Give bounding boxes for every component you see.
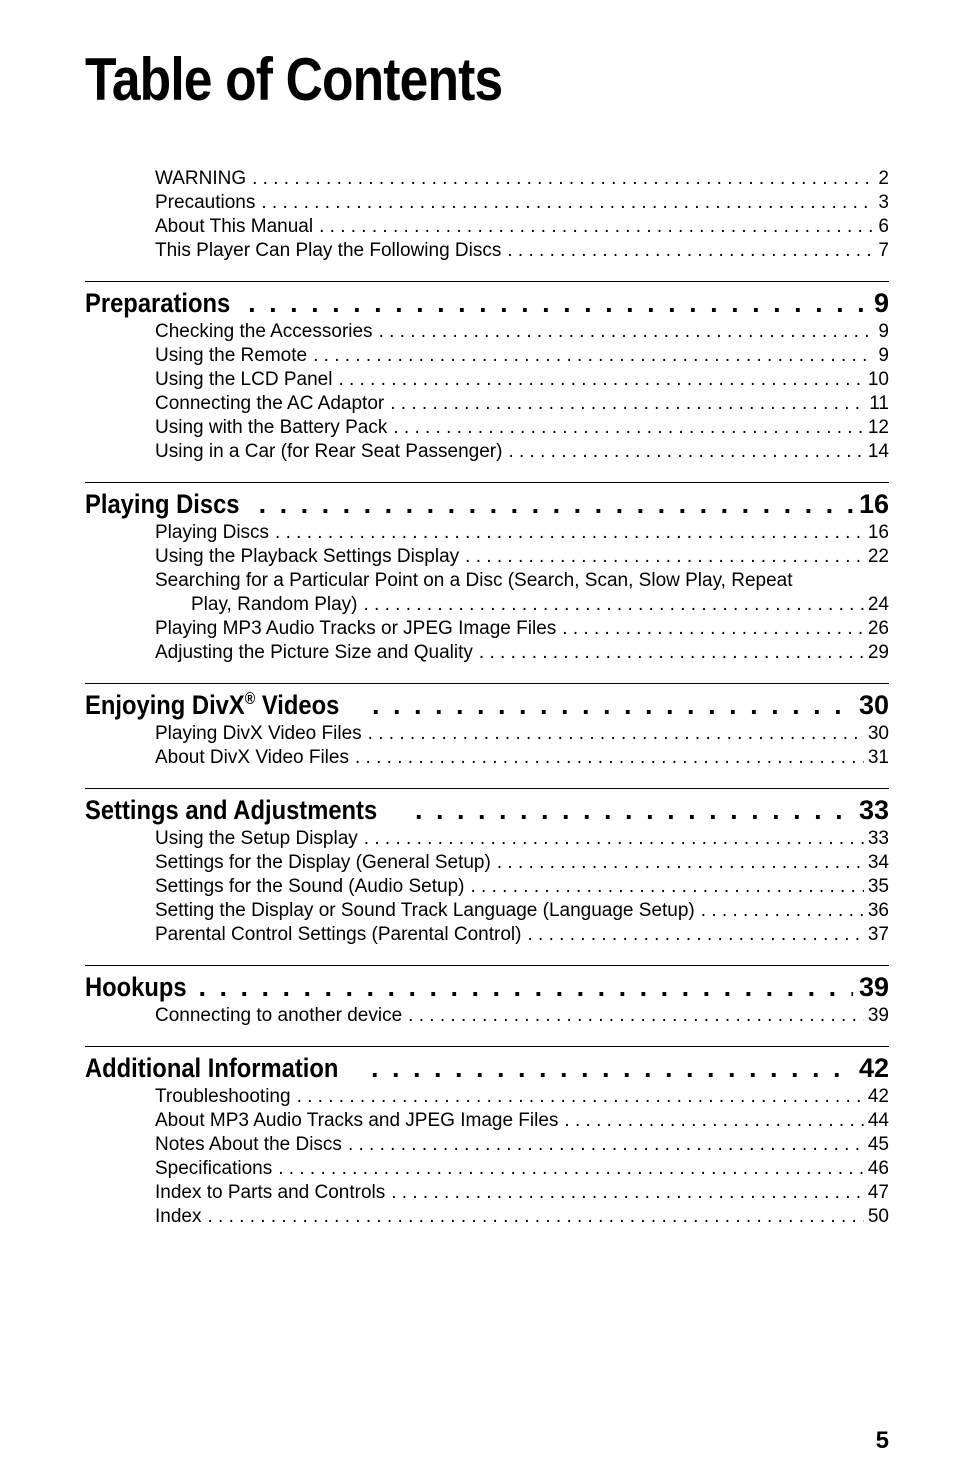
toc-entry-page: 37	[867, 924, 889, 945]
section-title: Enjoying DivX® Videos	[85, 690, 340, 720]
toc-entry-label: Parental Control Settings (Parental Control)	[155, 924, 522, 945]
section-page: 30	[858, 690, 889, 720]
toc-entry-page: 29	[867, 642, 889, 663]
toc-entry-page: 47	[867, 1182, 889, 1203]
dot-leader	[562, 617, 864, 641]
toc-entry-page: 9	[878, 321, 889, 342]
toc-entry-label: About This Manual	[155, 216, 314, 237]
toc-entry-page: 39	[867, 1005, 889, 1026]
toc-entry-page: 33	[867, 828, 889, 849]
toc-entry-label: Settings for the Display (General Setup)	[155, 852, 491, 873]
toc-entry-label: Connecting to another device	[155, 1005, 403, 1026]
toc-entry[interactable]	[155, 521, 889, 545]
dot-leader	[470, 875, 863, 899]
toc-entry-page: 10	[867, 369, 889, 390]
section-heading[interactable]	[85, 286, 889, 320]
section-title: Additional Information	[85, 1053, 339, 1083]
toc-entry-label: Setting the Display or Sound Track Language (Language Setup)	[155, 900, 695, 921]
dot-leader	[371, 1051, 853, 1085]
toc-entry-page: 45	[867, 1134, 889, 1155]
toc-entry[interactable]	[155, 746, 889, 770]
toc-entry-label: Using in a Car (for Rear Seat Passenger)	[155, 441, 503, 462]
toc-entry[interactable]	[155, 899, 889, 923]
toc-entry[interactable]	[155, 167, 889, 191]
toc-entry-page: 22	[867, 546, 889, 567]
toc-entry[interactable]	[155, 827, 889, 851]
toc-entry-page: 12	[867, 417, 889, 438]
toc-section	[85, 965, 889, 1028]
toc-section	[85, 281, 889, 464]
section-title: Settings and Adjustments	[85, 795, 378, 825]
toc-entry-label: Playing MP3 Audio Tracks or JPEG Image Files	[155, 618, 557, 639]
dot-leader	[465, 545, 864, 569]
section-page: 16	[858, 489, 889, 519]
toc-entry[interactable]	[155, 1109, 889, 1133]
section-page: 9	[873, 288, 889, 318]
toc-entry-label: Connecting the AC Adaptor	[155, 393, 385, 414]
dot-leader	[313, 344, 874, 368]
toc-entry-continuation	[191, 593, 889, 617]
toc-entry-page: 30	[867, 723, 889, 744]
dot-leader	[319, 215, 874, 239]
toc-entry-page: 36	[867, 900, 889, 921]
dot-leader	[248, 286, 868, 320]
toc-entry[interactable]	[155, 617, 889, 641]
toc-entry-page: 6	[878, 216, 889, 237]
page-title: Table of Contents	[85, 46, 503, 113]
toc-entry[interactable]	[155, 191, 889, 215]
section-heading[interactable]	[85, 688, 889, 722]
dot-leader	[252, 167, 874, 191]
toc-entry-label: About MP3 Audio Tracks and JPEG Image Files	[155, 1110, 559, 1131]
toc-entry[interactable]	[155, 1085, 889, 1109]
toc-sections	[85, 281, 889, 1229]
toc-entry[interactable]	[155, 923, 889, 947]
dot-leader	[415, 793, 853, 827]
toc-entry[interactable]	[155, 875, 889, 899]
toc-entry[interactable]	[155, 320, 889, 344]
dot-leader	[364, 827, 864, 851]
toc-entry[interactable]	[155, 569, 889, 617]
dot-leader	[261, 191, 874, 215]
toc-entry-page: 46	[867, 1158, 889, 1179]
dot-leader	[393, 416, 864, 440]
toc-entry-label: Searching for a Particular Point on a Disc (Search, Scan, Slow Play, Repeat	[155, 570, 793, 591]
toc-entry-label: Index to Parts and Controls	[155, 1182, 386, 1203]
toc-entry-label: Using with the Battery Pack	[155, 417, 388, 438]
toc-entry-label: Precautions	[155, 192, 256, 213]
toc-entry-page: 11	[869, 393, 889, 414]
toc-entry[interactable]	[155, 416, 889, 440]
section-title: Preparations	[85, 288, 231, 318]
toc-section	[85, 788, 889, 947]
toc-entry[interactable]	[155, 1157, 889, 1181]
toc-entry-page: 7	[878, 240, 889, 261]
toc-entry-label: Playing DivX Video Files	[155, 723, 362, 744]
section-title: Playing Discs	[85, 489, 240, 519]
dot-leader	[275, 521, 864, 545]
dot-leader	[364, 593, 864, 617]
dot-leader	[527, 923, 863, 947]
toc-section	[85, 482, 889, 665]
toc-entry[interactable]	[155, 545, 889, 569]
toc-entry-page: 16	[867, 522, 889, 543]
dot-leader	[372, 688, 853, 722]
toc-entry[interactable]	[155, 1133, 889, 1157]
dot-leader	[278, 1157, 864, 1181]
toc-entry-label: Specifications	[155, 1158, 273, 1179]
toc-entry[interactable]	[155, 722, 889, 746]
toc-entry[interactable]	[155, 641, 889, 665]
section-heading[interactable]	[85, 487, 889, 521]
section-heading[interactable]	[85, 793, 889, 827]
toc-entry-page: 26	[867, 618, 889, 639]
dot-leader	[391, 1181, 864, 1205]
toc-entry[interactable]	[155, 239, 889, 263]
toc-entry[interactable]	[155, 851, 889, 875]
toc-section	[85, 683, 889, 770]
table-of-contents	[85, 167, 889, 1229]
dot-leader	[390, 392, 865, 416]
toc-entry-label: Settings for the Sound (Audio Setup)	[155, 876, 465, 897]
toc-entry[interactable]	[155, 1205, 889, 1229]
dot-leader	[355, 746, 864, 770]
toc-section	[85, 1046, 889, 1229]
toc-entry-label: Playing Discs	[155, 522, 270, 543]
toc-entry-page: 50	[867, 1206, 889, 1227]
page-number: 5	[875, 1427, 889, 1454]
dot-leader	[207, 1205, 863, 1229]
section-page: 33	[858, 795, 889, 825]
toc-entry-label: Checking the Accessories	[155, 321, 373, 342]
toc-entry-page: 42	[867, 1086, 889, 1107]
section-heading[interactable]	[85, 970, 889, 1004]
toc-entry[interactable]	[155, 392, 889, 416]
toc-entry-page: 44	[867, 1110, 889, 1131]
toc-entry-page: 3	[878, 192, 889, 213]
section-heading[interactable]	[85, 1051, 889, 1085]
dot-leader	[408, 1004, 864, 1028]
toc-entry-page: 2	[878, 168, 889, 189]
dot-leader	[508, 440, 863, 464]
section-page: 39	[858, 972, 889, 1002]
dot-leader	[338, 368, 863, 392]
dot-leader	[564, 1109, 863, 1133]
intro-entries	[85, 167, 889, 263]
toc-entry-label: WARNING	[155, 168, 247, 189]
dot-leader	[259, 487, 853, 521]
toc-entry-label: Using the Playback Settings Display	[155, 546, 460, 567]
dot-leader	[479, 641, 864, 665]
toc-entry-label: This Player Can Play the Following Discs	[155, 240, 502, 261]
dot-leader	[701, 899, 864, 923]
dot-leader	[368, 722, 864, 746]
toc-entry[interactable]	[155, 1004, 889, 1028]
toc-entry[interactable]	[155, 368, 889, 392]
toc-entry-label: About DivX Video Files	[155, 747, 349, 768]
toc-entry-label: Adjusting the Picture Size and Quality	[155, 642, 473, 663]
toc-entry[interactable]	[155, 1181, 889, 1205]
toc-entry-label: Using the Setup Display	[155, 828, 358, 849]
dot-leader	[199, 970, 853, 1004]
toc-entry-page: 35	[867, 876, 889, 897]
toc-entry-page: 31	[867, 747, 889, 768]
toc-entry-page: 14	[867, 441, 889, 462]
dot-leader	[297, 1085, 864, 1109]
toc-entry[interactable]	[155, 344, 889, 368]
dot-leader	[497, 851, 864, 875]
toc-entry-label: Troubleshooting	[155, 1086, 291, 1107]
toc-entry-page: 34	[867, 852, 889, 873]
section-page: 42	[858, 1053, 889, 1083]
dot-leader	[379, 320, 875, 344]
toc-entry-page: 9	[878, 345, 889, 366]
toc-entry[interactable]	[155, 215, 889, 239]
dot-leader	[348, 1133, 864, 1157]
toc-entry-label: Notes About the Discs	[155, 1134, 342, 1155]
toc-entry-label-cont: Play, Random Play)	[191, 594, 358, 615]
toc-entry-label: Index	[155, 1206, 202, 1227]
toc-entry-label: Using the LCD Panel	[155, 369, 333, 390]
registered-mark: ®	[244, 690, 256, 708]
toc-entry[interactable]	[155, 440, 889, 464]
dot-leader	[507, 239, 874, 263]
section-title: Hookups	[85, 972, 187, 1002]
toc-entry-label: Using the Remote	[155, 345, 308, 366]
toc-entry-page: 24	[867, 594, 889, 615]
